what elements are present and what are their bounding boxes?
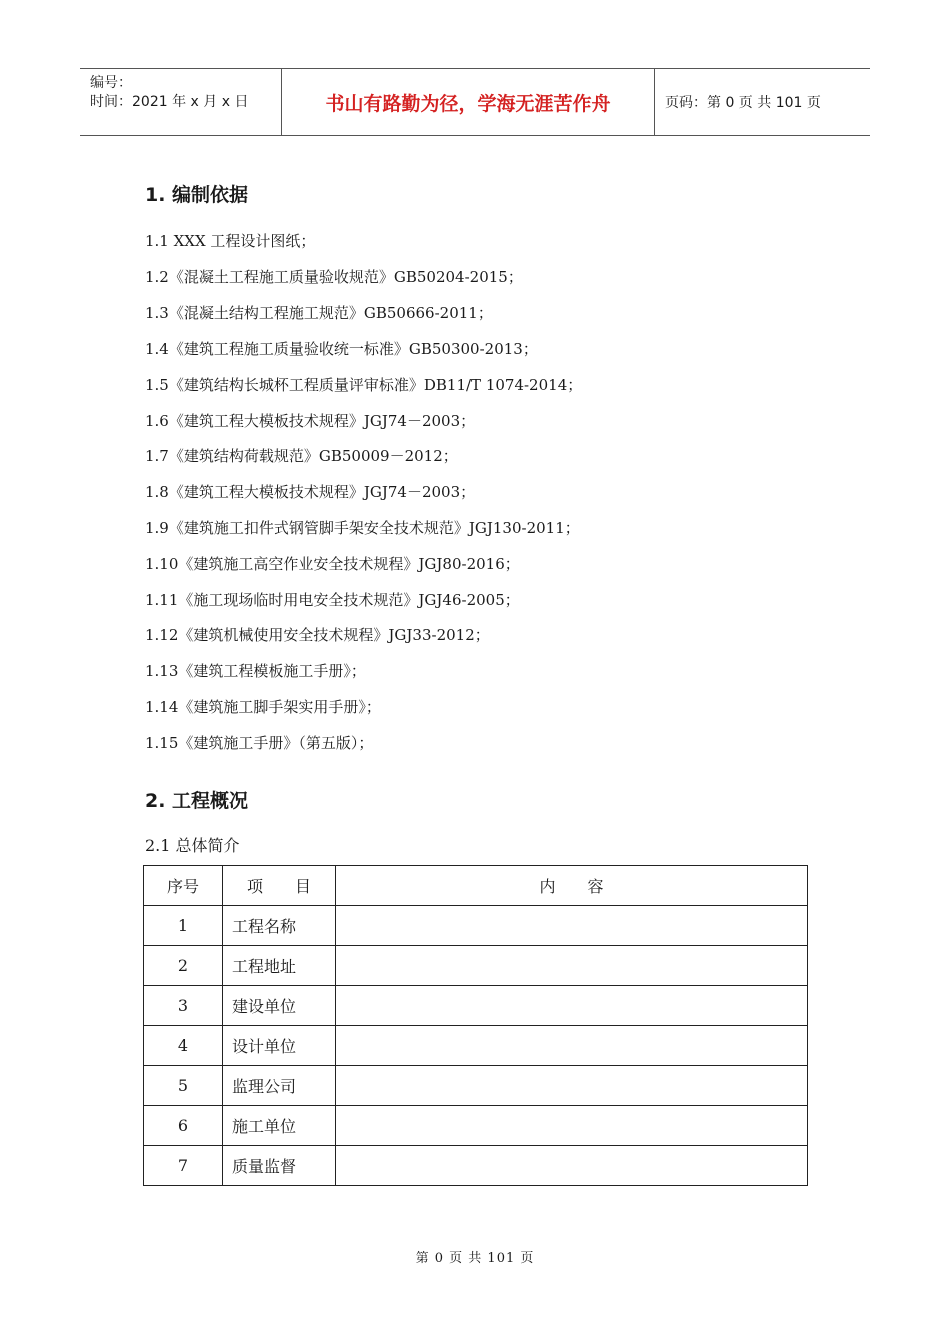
row-index: 2 (144, 946, 223, 986)
table-row (144, 1146, 808, 1186)
reference-item: 1.14《建筑施工脚手架实用手册》； (145, 698, 381, 716)
table-header-row (144, 866, 808, 906)
reference-item: 1.3《混凝土结构工程施工规范》GB50666-2011； (145, 304, 493, 322)
row-item: 建设单位 (223, 986, 336, 1026)
row-item: 质量监督 (223, 1146, 336, 1186)
reference-item: 1.11《施工现场临时用电安全技术规范》JGJ46-2005； (145, 591, 520, 609)
page-header (80, 68, 870, 136)
table-row (144, 1106, 808, 1146)
header-motto: 书山有路勤为径，学海无涯苦作舟 (325, 92, 611, 115)
row-content (336, 1066, 808, 1106)
header-meta (80, 69, 281, 135)
reference-item: 1.9《建筑施工扣件式钢管脚手架安全技术规范》JGJ130-2011； (145, 519, 580, 537)
table-row (144, 946, 808, 986)
section-2-title: 2. 工程概况 (145, 790, 249, 812)
header-divider (654, 69, 655, 135)
reference-item: 1.7《建筑结构荷载规范》GB50009－2012； (145, 447, 458, 465)
row-index: 6 (144, 1106, 223, 1146)
row-item: 设计单位 (223, 1026, 336, 1066)
row-content (336, 906, 808, 946)
column-header-content: 内 容 (336, 866, 808, 906)
row-content (336, 946, 808, 986)
row-content (336, 1026, 808, 1066)
table-row (144, 906, 808, 946)
row-index: 4 (144, 1026, 223, 1066)
reference-item: 1.15《建筑施工手册》（第五版）； (145, 734, 374, 752)
reference-item: 1.12《建筑机械使用安全技术规程》JGJ33-2012； (145, 626, 490, 644)
row-item: 施工单位 (223, 1106, 336, 1146)
row-item: 工程地址 (223, 946, 336, 986)
reference-item: 1.10《建筑施工高空作业安全技术规程》JGJ80-2016； (145, 555, 520, 573)
row-content (336, 1106, 808, 1146)
row-index: 5 (144, 1066, 223, 1106)
column-header-item: 项 目 (223, 866, 336, 906)
reference-item: 1.13《建筑工程模板施工手册》； (145, 662, 366, 680)
section-1-title: 1. 编制依据 (145, 184, 249, 206)
document-number-label: 编号： (90, 75, 132, 91)
reference-item: 1.5《建筑结构长城杯工程质量评审标准》DB11/T 1074-2014； (145, 376, 583, 394)
row-item: 监理公司 (223, 1066, 336, 1106)
row-index: 1 (144, 906, 223, 946)
row-content (336, 1146, 808, 1186)
row-content (336, 986, 808, 1026)
document-date: 时间：2021 年 x 月 x 日 (90, 94, 249, 110)
header-page-info: 页码：第 0 页 共 101 页 (665, 95, 821, 111)
reference-item: 1.1 XXX 工程设计图纸； (145, 232, 316, 250)
project-overview-table (143, 865, 808, 1186)
reference-item: 1.4《建筑工程施工质量验收统一标准》GB50300-2013； (145, 340, 538, 358)
reference-item: 1.8《建筑工程大模板技术规程》JGJ74－2003； (145, 483, 476, 501)
page-footer: 第 0 页 共 101 页 (415, 1251, 535, 1266)
column-header-index: 序号 (144, 866, 223, 906)
reference-item: 1.6《建筑工程大模板技术规程》JGJ74－2003； (145, 412, 476, 430)
table-row (144, 1026, 808, 1066)
table-row (144, 986, 808, 1026)
section-2-1-subtitle: 2.1 总体简介 (145, 836, 240, 855)
row-index: 7 (144, 1146, 223, 1186)
row-item: 工程名称 (223, 906, 336, 946)
row-index: 3 (144, 986, 223, 1026)
reference-item: 1.2《混凝土工程施工质量验收规范》GB50204-2015； (145, 268, 523, 286)
table-row (144, 1066, 808, 1106)
